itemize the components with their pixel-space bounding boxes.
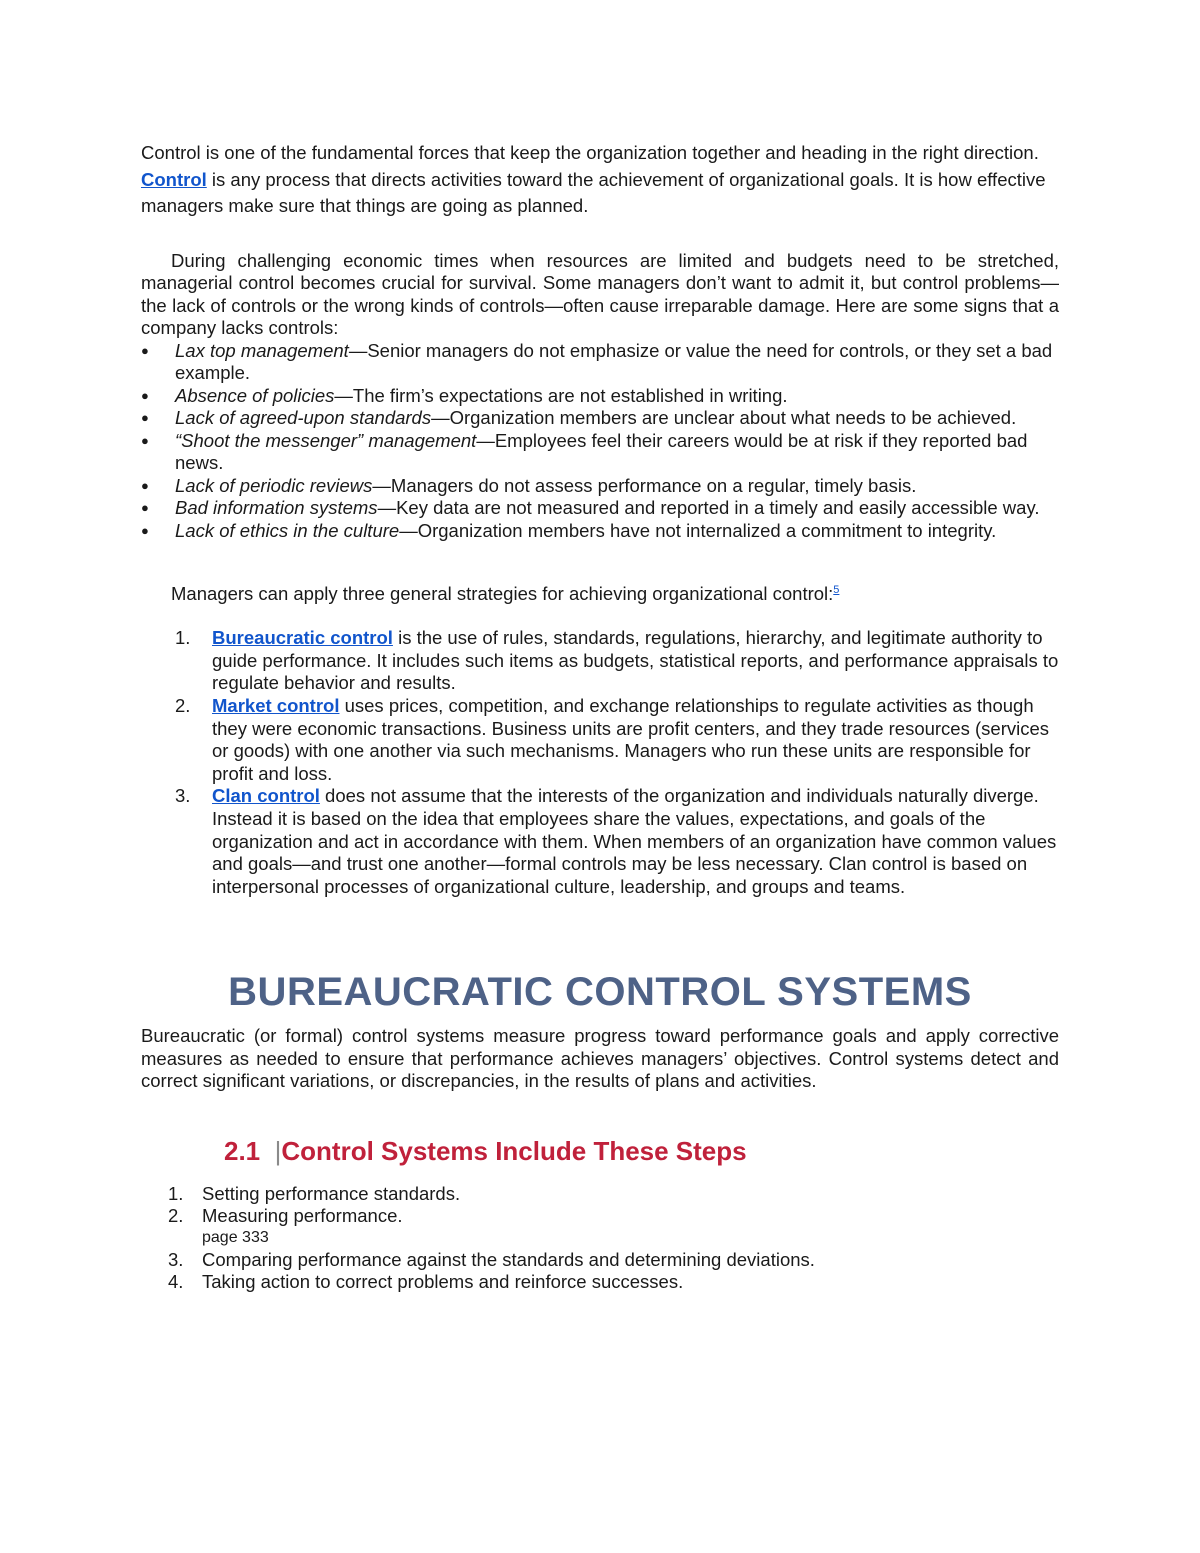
clan-control-link[interactable]: Clan control bbox=[212, 785, 320, 807]
sign-text: —Managers do not assess performance on a regular, timely basis. bbox=[372, 474, 917, 496]
list-number: 1. bbox=[168, 1182, 184, 1204]
step-text: Setting performance standards. bbox=[202, 1182, 461, 1204]
sign-term: Lack of periodic reviews bbox=[175, 474, 373, 496]
bullet-icon: ● bbox=[141, 387, 149, 403]
document-page bbox=[141, 140, 1059, 1293]
sign-text: —Organization members have not internalized a commitment to integrity. bbox=[399, 519, 997, 541]
page-number-note: page 333 bbox=[202, 1228, 269, 1246]
signs-list bbox=[141, 340, 1059, 543]
bullet-icon: ● bbox=[141, 432, 149, 448]
list-item bbox=[141, 1249, 1059, 1271]
list-item bbox=[141, 340, 1059, 385]
sign-text: —Employees feel their careers would be at risk if they reported bad news. bbox=[175, 429, 1028, 473]
bureaucratic-control-link[interactable]: Bureaucratic control bbox=[212, 627, 393, 649]
market-control-link[interactable]: Market control bbox=[212, 694, 340, 716]
list-item bbox=[141, 1205, 1059, 1227]
list-item bbox=[141, 1183, 1059, 1205]
sign-term: Lack of agreed-upon standards bbox=[175, 407, 432, 428]
intro-text-before: Control is one of the fundamental forces that keep the organization together and heading in the right direction. bbox=[141, 142, 1039, 163]
bullet-icon: ● bbox=[141, 477, 149, 493]
strategies-list bbox=[141, 627, 1059, 898]
sign-term: “Shoot the messenger” management bbox=[175, 429, 477, 451]
step-text: Taking action to correct problems and reinforce successes. bbox=[202, 1270, 684, 1292]
sign-term: Absence of policies bbox=[175, 384, 335, 406]
footnote-link[interactable]: 5 bbox=[833, 584, 840, 596]
subsection-number: 2.1 bbox=[224, 1135, 261, 1166]
bullet-icon: ● bbox=[141, 500, 149, 515]
sign-term: Lack of ethics in the culture bbox=[175, 519, 400, 541]
bullet-icon: ● bbox=[141, 342, 149, 358]
sign-term: Lax top management bbox=[175, 339, 349, 361]
list-item bbox=[141, 785, 1059, 898]
section-heading: BUREAUCRATIC CONTROL SYSTEMS bbox=[228, 970, 972, 1015]
list-item bbox=[141, 407, 1059, 430]
subsection-title: Control Systems Include These Steps bbox=[281, 1135, 747, 1166]
list-item bbox=[141, 475, 1059, 498]
bullet-icon: ● bbox=[141, 410, 149, 425]
sign-text: —Senior managers do not emphasize or value the need for controls, or they set a bad example. bbox=[175, 339, 1053, 383]
list-number: 3. bbox=[168, 1248, 184, 1270]
list-number: 3. bbox=[175, 785, 191, 807]
list-number: 1. bbox=[175, 627, 191, 649]
sign-term: Bad information systems bbox=[175, 497, 378, 518]
intro-text-after: is any process that directs activities toward the achievement of organizational goals. It is how effective managers make sure that things are going as planned. bbox=[141, 168, 1046, 216]
subsection-heading bbox=[141, 1131, 1059, 1171]
sign-text: —Key data are not measured and reported in a timely and easily accessible way. bbox=[377, 497, 1040, 518]
strategies-intro bbox=[141, 577, 1059, 607]
control-link[interactable]: Control bbox=[141, 168, 207, 190]
list-item bbox=[141, 385, 1059, 408]
bullet-icon: ● bbox=[141, 522, 149, 538]
list-item bbox=[141, 695, 1059, 785]
list-item bbox=[141, 1271, 1059, 1293]
list-number: 2. bbox=[168, 1204, 184, 1226]
challenging-paragraph: During challenging economic times when resources are limited and budgets need to be stretched, managerial control becomes crucial for survival. Some managers don’t want to admit it, but control problems—the lack of controls or the wrong kinds of controls—often cause irreparable damage. Here are some signs that a company lacks controls: bbox=[141, 249, 1059, 338]
list-number: 4. bbox=[168, 1270, 184, 1292]
list-number: 2. bbox=[175, 694, 191, 716]
bureaucratic-paragraph: Bureaucratic (or formal) control systems measure progress toward performance goals and apply corrective measures as needed to ensure that performance achieves managers’ objectives. Control systems detect and correct significant variations, or discrepancies, in the results of plans and activities. bbox=[141, 1025, 1059, 1092]
list-item bbox=[141, 520, 1059, 543]
intro-paragraph bbox=[141, 140, 1059, 220]
list-item bbox=[141, 497, 1059, 520]
subsection-bar: | bbox=[274, 1135, 282, 1166]
sign-text: —The firm’s expectations are not established in writing. bbox=[334, 384, 788, 406]
strategy-text: does not assume that the interests of the organization and individuals naturally diverge. Instead it is based on the idea that employees share the values, expectations, and goals of the organization and act in accordance with them. When members of an organization have common values and goals—and trust one another—formal controls may be less necessary. Clan control is based on interpersonal processes of organizational culture, leadership, and groups and teams. bbox=[212, 785, 1057, 897]
sign-text: —Organization members are unclear about what needs to be achieved. bbox=[431, 407, 1017, 428]
strategies-intro-text: Managers can apply three general strategies for achieving organizational control: bbox=[171, 583, 834, 605]
step-text: Measuring performance. bbox=[202, 1204, 403, 1226]
list-item bbox=[141, 627, 1059, 695]
strategy-text: uses prices, competition, and exchange relationships to regulate activities as though they were economic transactions. Business units are profit centers, and they trade resources (services or goods) with one another via such mechanisms. Managers who run these units are responsible for profit and loss. bbox=[212, 694, 1049, 784]
steps-list bbox=[141, 1183, 1059, 1293]
list-item bbox=[141, 430, 1059, 475]
step-text: Comparing performance against the standards and determining deviations. bbox=[202, 1248, 815, 1270]
strategy-text: is the use of rules, standards, regulations, hierarchy, and legitimate authority to guide performance. It includes such items as budgets, statistical reports, and performance appraisals to regulate behavior and results. bbox=[212, 627, 1059, 694]
